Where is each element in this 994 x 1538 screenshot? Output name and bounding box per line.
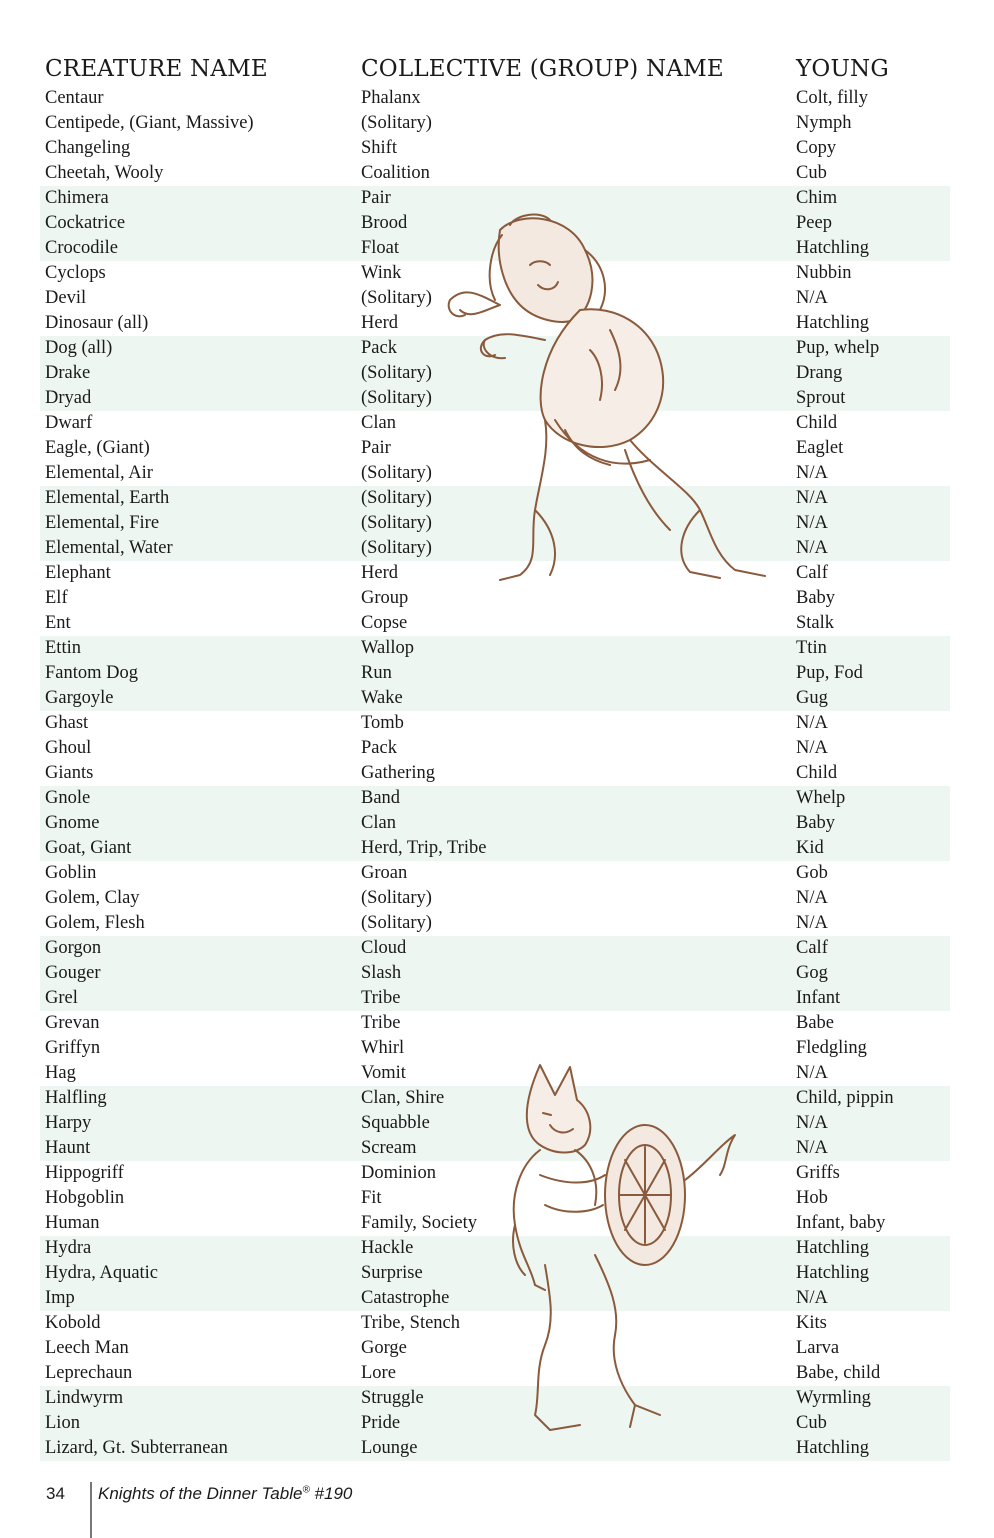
collective-name: Gorge [361,1338,407,1358]
creature-name: Giants [45,763,94,783]
young-name: Drang [796,363,843,383]
creature-name: Leprechaun [45,1363,133,1383]
collective-name: Catastrophe [361,1288,450,1308]
collective-name: Herd [361,313,398,333]
young-name: Cub [796,163,827,183]
young-name: Copy [796,138,837,158]
publication-name: Knights of the Dinner Table [98,1484,303,1503]
creature-name: Lindwyrm [45,1388,124,1408]
collective-name: Brood [361,213,408,233]
young-name: Hatchling [796,238,869,258]
young-name: Calf [796,563,828,583]
table-row [40,961,950,986]
collective-name: Pack [361,338,397,358]
collective-name: Slash [361,963,402,983]
collective-name: Fit [361,1188,382,1208]
young-name: N/A [796,513,828,533]
creature-name: Fantom Dog [45,663,139,683]
registered-mark: ® [302,1484,310,1496]
collective-name: Band [361,788,401,808]
collective-name: Copse [361,613,408,633]
collective-name: Clan [361,413,396,433]
young-name: Child [796,763,838,783]
young-name: Hob [796,1188,828,1208]
table-row [40,136,950,161]
young-name: N/A [796,738,828,758]
table-row [40,886,950,911]
collective-name: Squabble [361,1113,430,1133]
creature-name: Imp [45,1288,75,1308]
creature-name: Cheetah, Wooly [45,163,164,183]
table-row [40,911,950,936]
young-name: Fledgling [796,1038,867,1058]
creature-name: Dryad [45,388,92,408]
collective-name: Pair [361,188,391,208]
creature-name: Elemental, Air [45,463,153,483]
young-name: Griffs [796,1163,840,1183]
young-name: Kits [796,1313,827,1333]
collective-name: (Solitary) [361,288,432,308]
young-name: Chim [796,188,838,208]
young-name: N/A [796,1113,828,1133]
collective-name: Coalition [361,163,430,183]
collective-name: Clan, Shire [361,1088,445,1108]
young-name: N/A [796,888,828,908]
table-row [40,161,950,186]
creature-name: Elemental, Water [45,538,173,558]
young-name: Baby [796,588,836,608]
creature-name: Human [45,1213,100,1233]
creature-name: Gnome [45,813,100,833]
young-name: Stalk [796,613,835,633]
table-row [40,786,950,811]
young-name: Baby [796,813,836,833]
creature-name: Leech Man [45,1338,129,1358]
creature-name: Goblin [45,863,97,883]
creature-name: Haunt [45,1138,91,1158]
header-young: YOUNG [796,56,889,82]
collective-name: Pride [361,1413,401,1433]
collective-name: Phalanx [361,88,421,108]
young-name: Ttin [796,638,827,658]
collective-name: (Solitary) [361,538,432,558]
collective-name: Struggle [361,1388,424,1408]
collective-name: (Solitary) [361,513,432,533]
creature-name: Dwarf [45,413,93,433]
issue-number: #190 [309,1484,353,1503]
young-name: Hatchling [796,1438,869,1458]
table-row [40,636,950,661]
creature-name: Elephant [45,563,111,583]
collective-name: Herd [361,563,398,583]
young-name: Whelp [796,788,846,808]
young-name: N/A [796,1138,828,1158]
creature-name: Lizard, Gt. Subterranean [45,1438,228,1458]
collective-name: Wallop [361,638,414,658]
creature-name: Gorgon [45,938,102,958]
creature-name: Hobgoblin [45,1188,125,1208]
young-name: N/A [796,288,828,308]
creature-name: Elemental, Fire [45,513,160,533]
collective-name: Surprise [361,1263,423,1283]
collective-name: Herd, Trip, Tribe [361,838,487,858]
collective-name: Tomb [361,713,404,733]
table-row [40,661,950,686]
young-name: Gob [796,863,828,883]
young-name: Peep [796,213,832,233]
collective-name: (Solitary) [361,463,432,483]
young-name: Gug [796,688,828,708]
collective-name: Cloud [361,938,407,958]
creature-name: Hydra [45,1238,92,1258]
collective-name: Float [361,238,400,258]
creature-name: Ghast [45,713,89,733]
young-name: Pup, Fod [796,663,863,683]
table-row [40,736,950,761]
young-name: Eaglet [796,438,844,458]
table-row [40,611,950,636]
creature-name: Elf [45,588,68,608]
collective-name: Groan [361,863,408,883]
collective-name: Wink [361,263,402,283]
creature-name: Golem, Flesh [45,913,145,933]
creature-name: Grevan [45,1013,100,1033]
young-name: N/A [796,488,828,508]
young-name: N/A [796,713,828,733]
collective-name: (Solitary) [361,888,432,908]
creature-name: Gargoyle [45,688,114,708]
young-name: Cub [796,1413,827,1433]
collective-name: Vomit [361,1063,406,1083]
collective-name: Clan [361,813,396,833]
creature-name: Devil [45,288,87,308]
collective-name: Gathering [361,763,435,783]
collective-name: Shift [361,138,397,158]
creature-name: Grel [45,988,78,1008]
creature-name: Dinosaur (all) [45,313,149,333]
creature-name: Centaur [45,88,104,108]
creature-name: Dog (all) [45,338,113,358]
creature-name: Ghoul [45,738,92,758]
young-name: Pup, whelp [796,338,880,358]
table-row [40,986,950,1011]
young-name: Nubbin [796,263,852,283]
creature-name: Eagle, (Giant) [45,438,150,458]
creature-name: Kobold [45,1313,101,1333]
young-name: N/A [796,913,828,933]
collective-name: Tribe [361,1013,401,1033]
young-name: Child [796,413,838,433]
table-row [40,86,950,111]
creature-name: Drake [45,363,91,383]
table-row [40,811,950,836]
creature-name: Ettin [45,638,81,658]
table-row [40,111,950,136]
collective-name: Pack [361,738,397,758]
header-creature-name: CREATURE NAME [45,56,268,82]
young-name: Gog [796,963,828,983]
creature-name: Harpy [45,1113,92,1133]
young-name: Sprout [796,388,846,408]
young-name: Wyrmling [796,1388,871,1408]
collective-name: Tribe [361,988,401,1008]
young-name: Nymph [796,113,852,133]
young-name: Babe [796,1013,835,1033]
creature-name: Elemental, Earth [45,488,170,508]
young-name: Infant [796,988,841,1008]
creature-name: Hippogriff [45,1163,124,1183]
creature-name: Halfling [45,1088,107,1108]
young-name: Kid [796,838,824,858]
young-name: Hatchling [796,1238,869,1258]
young-name: Hatchling [796,313,869,333]
collective-name: Family, Society [361,1213,477,1233]
table-row [40,711,950,736]
creature-name: Gnole [45,788,91,808]
table-row [40,186,950,211]
young-name: N/A [796,1288,828,1308]
collective-name: (Solitary) [361,363,432,383]
header-collective-name: COLLECTIVE (GROUP) NAME [361,56,724,82]
creature-name: Lion [45,1413,80,1433]
young-name: Infant, baby [796,1213,886,1233]
collective-name: Pair [361,438,391,458]
table-row [40,836,950,861]
young-name: Larva [796,1338,840,1358]
collective-name: Lounge [361,1438,418,1458]
ogre-illustration [440,210,780,590]
collective-name: Scream [361,1138,417,1158]
table-row [40,936,950,961]
table-row [40,1011,950,1036]
creature-name: Griffyn [45,1038,101,1058]
young-name: N/A [796,463,828,483]
young-name: N/A [796,538,828,558]
creature-name: Crocodile [45,238,118,258]
creature-name: Hag [45,1063,76,1083]
creature-name: Cyclops [45,263,106,283]
collective-name: Lore [361,1363,396,1383]
young-name: Child, pippin [796,1088,894,1108]
creature-name: Centipede, (Giant, Massive) [45,113,254,133]
collective-name: Run [361,663,392,683]
collective-name: (Solitary) [361,913,432,933]
page-number: 34 [46,1484,65,1503]
collective-name: Whirl [361,1038,405,1058]
collective-name: Wake [361,688,403,708]
collective-name: (Solitary) [361,113,432,133]
young-name: Colt, filly [796,88,868,108]
table-row [40,761,950,786]
table-row [40,686,950,711]
publication-title [98,1484,352,1504]
young-name: Calf [796,938,828,958]
young-name: Babe, child [796,1363,881,1383]
collective-name: Tribe, Stench [361,1313,461,1333]
creature-name: Goat, Giant [45,838,132,858]
collective-name: (Solitary) [361,488,432,508]
gnoll-warrior-illustration [495,1055,755,1440]
creature-name: Hydra, Aquatic [45,1263,159,1283]
creature-name: Chimera [45,188,109,208]
creature-name: Golem, Clay [45,888,140,908]
collective-name: Dominion [361,1163,437,1183]
young-name: N/A [796,1063,828,1083]
creature-name: Ent [45,613,71,633]
table-row [40,861,950,886]
collective-name: (Solitary) [361,388,432,408]
footer-divider [90,1482,92,1538]
creature-name: Changeling [45,138,131,158]
young-name: Hatchling [796,1263,869,1283]
collective-name: Group [361,588,409,608]
creature-name: Cockatrice [45,213,126,233]
collective-name: Hackle [361,1238,414,1258]
creature-name: Gouger [45,963,101,983]
